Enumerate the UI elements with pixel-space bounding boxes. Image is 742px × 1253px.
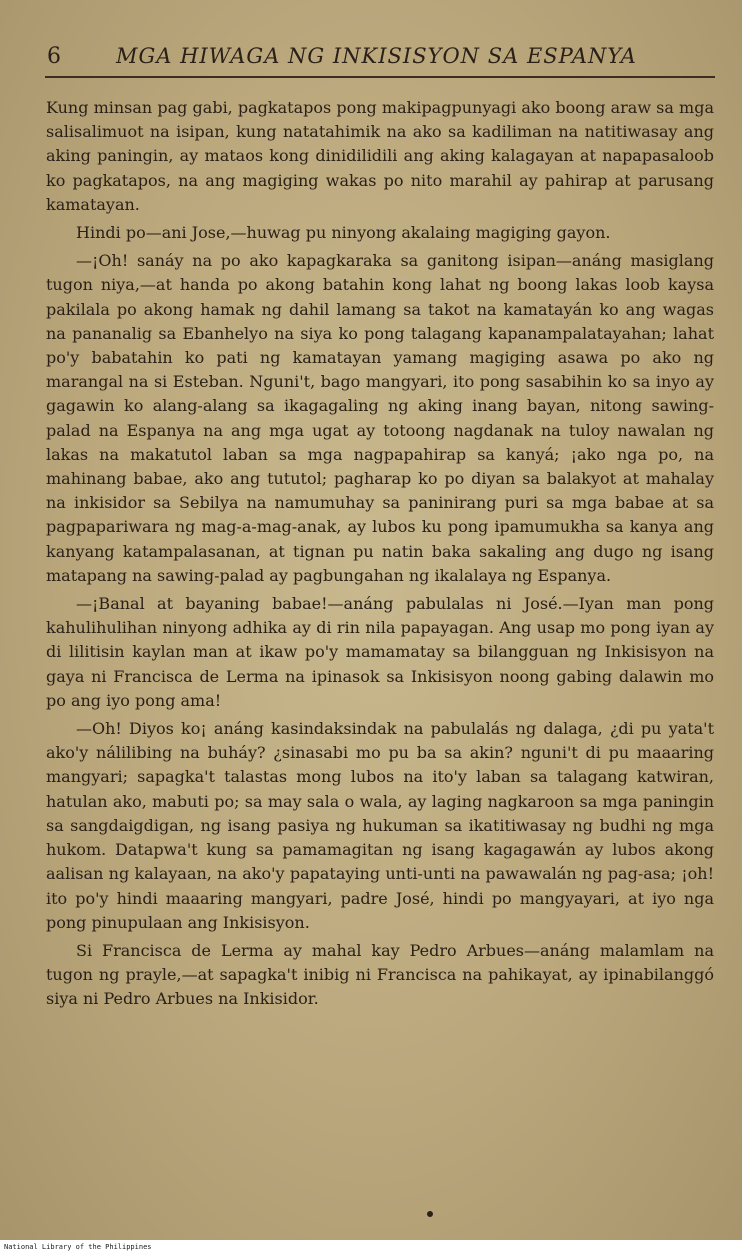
paragraph: Si Francisca de Lerma ay mahal kay Pedro Arbues—anáng malamlam na tugon ng prayle,—at sapagka't inibig ni Francisca na pahikayat, ay ipinabilanggó siya ni Pedro Arbues na Inkisidor. xyxy=(46,940,714,1009)
paragraph: —Oh! Diyos ko¡ anáng kasindaksindak na pabulalás ng dalaga, ¿di pu yata't ako'y nálilibing na buháy? ¿sinasabi mo pu ba sa akin? nguni't di pu maaaring mangyari; sapagka't talastas mong lubos na ito'y laban sa talagang katwiran, hatulan ako, mabuti po; sa may sala o wala, ay laging nagkaroon sa mga paningin sa sangdaigdigan, ng isang pasiya ng hukuman sa ikatitiwasay ng budhi ng mga hukom. Datapwa't kung sa pamamagitan ng isang kagagawán ay lubos akong aalisan ng kalayaan, na ako'y papataying unti-unti na pawawalán ng pag-asa; ¡oh! ito po'y hindi maaaring mangyari, padre José, hindi po mangyayari, at iyo nga pong pinupulaan ang Inkisisyon. xyxy=(46,719,714,932)
paragraph: —¡Banal at bayaning babae!—anáng pabulalas ni José.—Iyan man pong kahulihulihan ninyong adhika ay di rin nila papayagan. Ang usap mo pong iyan ay di lilitisin kaylan man at ikaw po'y mamamatay sa bilangguan ng Inkisisyon na gaya ni Francisca de Lerma na ipinasok sa Inkisisyon noong gabing dalawin mo po ang iyo pong ama! xyxy=(46,594,714,710)
body-text xyxy=(46,96,714,1016)
paragraph: Hindi po—ani Jose,—huwag pu ninyong akalaing magiging gayon. xyxy=(76,223,611,243)
page-number: 6 xyxy=(47,44,62,69)
paragraph: —¡Oh! sanáy na po ako kapagkaraka sa ganitong isipan—anáng masiglang tugon niya,—at handa po akong batahin kong lahat ng boong lakas loob kaysa pakilala po akong hamak ng dahil lamang sa takot na kamatayán ko ang wagas na pananalig sa Ebanhelyo na siya ko pong talagang kapanampalatayahan; lahat po'y babatahin ko pati ng kamatayan yamang magiging asawa po ako ng marangal na si Esteban. Nguni't, bago mangyari, ito pong sasabihin ko sa inyo ay gagawin ko alang-alang sa ikagagaling ng aking inang bayan, nitong sawing-palad na Espanya na ang mga ugat ay totoong nagdanak na tuloy nawalan ng lakas na makatutol laban sa mga nagpapahirap sa kanyá; ¡ako nga po, na mahinang babae, ako ang tututol; pagharap ko po diyan sa balakyot at mahalay na inkisidor sa Sebilya na namumuhay sa paninirang puri sa mga babae at sa pagpapariwara ng mag-a-mag-anak, ay lubos ku pong ipamumukha sa kanya ang kanyang katampalasanan, at tignan pu natin baka sakaling ang dugo ng isang matapang na sawing-palad ay pagbungahan ng ikalalaya ng Espanya. xyxy=(46,251,714,585)
header-rule xyxy=(45,76,715,78)
ink-speck xyxy=(427,1211,433,1217)
page-header xyxy=(0,42,742,74)
running-title: MGA HIWAGA NG INKISISYON SA ESPANYA xyxy=(116,44,637,68)
paragraph: Kung minsan pag gabi, pagkatapos pong makipagpunyagi ako boong araw sa mga salisalimuot na isipan, kung natatahimik na ako sa kadiliman na natitiwasay ang aking paningin, ay mataos kong dinidilidili ang aking kalagayan at napapasaloob ko pagkatapos, na ang magiging wakas po nito marahil ay pahirap at parusang kamatayan. xyxy=(46,98,714,214)
library-stamp: National Library of the Philippines xyxy=(4,1243,152,1251)
